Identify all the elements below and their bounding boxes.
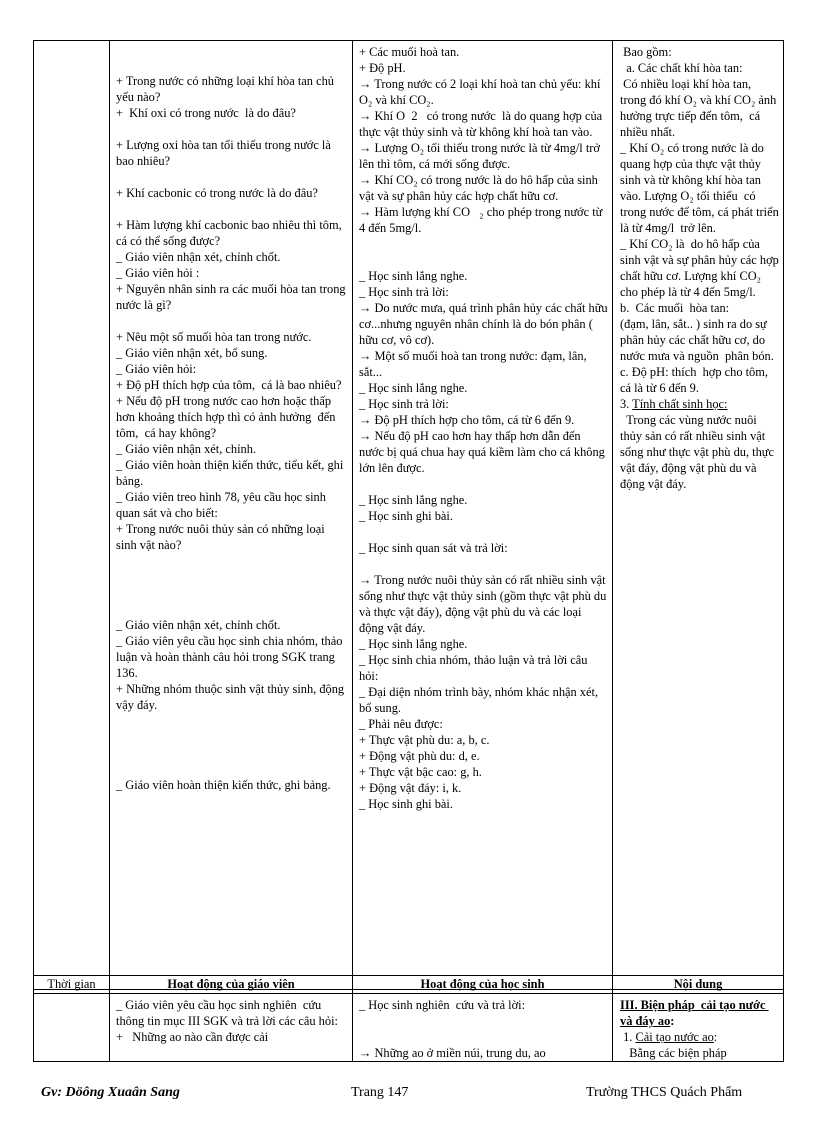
teacher-activity-cell: + Trong nước có những loại khí hòa tan chủ yếu nào? + Khí oxi có trong nước là do đâu? + Lượng oxi hòa tan tối thiểu trong nước là bao nhiêu? + Khí cacbonic có trong nước là do đâu? + Hàm lượng khí cacbonic bao nhiêu thì tôm, cá có thể sống được? _ Giáo viên nhận xét, chỉnh chốt. _ Giáo viên hỏi : + Nguyên nhân sinh ra các muối hòa tan trong nước là gì? + Nêu một số muối hòa tan trong nước. _ Giáo viên nhận xét, bổ sung. _ Giáo viên hỏi: + Độ pH thích hợp của tôm, cá là bao nhiêu? + Nếu độ pH trong nước cao hơn hoặc thấp hơn khoảng thích hợp thì có ảnh hưởng đến tôm, cá hay không? _ Giáo viên nhận xét, chỉnh. _ Giáo viên hoàn thiện kiến thức, tiểu kết, ghi bảng. _ Giáo viên treo hình 78, yêu cầu học sinh quan sát và cho biết: + Trong nước nuôi thủy sản có những loại sinh vật nào? _ Giáo viên nhận xét, chỉnh chốt. _ Giáo viên yêu cầu học sinh chia nhóm, thảo luận và hoàn thành câu hỏi trong SGK trang 136. + Những nhóm thuộc sinh vật thủy sinh, động vậy đáy. _ Giáo viên hoàn thiện kiến thức, ghi bảng. [110,41,353,990]
section-heading-improvement: III. Biện pháp cải tạo nước và đáy ao [620,998,769,1028]
content-text: Bằng các biện pháp [629,1046,727,1060]
activity-table-next [33,975,784,1062]
footer-teacher: Gv: Döông Xuaân Sang [41,1085,180,1100]
activity-table-continued [33,40,784,990]
footer-school: Trường THCS Quách Phẩm [586,1085,743,1100]
subsection-heading: Cải tạo nước ao [635,1030,714,1044]
header-student: Hoạt động của học sinh [353,976,613,994]
content-cell [613,41,784,990]
section-heading-biology: Tính chất sinh học: [632,397,728,411]
table-row [34,994,784,1062]
time-cell [34,41,110,990]
time-cell [34,994,110,1062]
content-cell: III. Biện pháp cải tạo nước và đáy ao: 1. Cải tạo nước ao: Bằng các biện pháp [613,994,784,1062]
teacher-activity-cell: _ Giáo viên yêu cầu học sinh nghiên cứu thông tin mục III SGK và trả lời các câu hỏi: + Những ao nào cần được cải [110,994,353,1062]
content-text-biology: Trong các vùng nước nuôi thủy sản có rất nhiều sinh vật sống như thực vật phù du, thực vật đáy, động vật phù du và động vật đáy. [620,413,775,491]
header-teacher: Hoạt động của giáo viên [110,976,353,994]
student-activity-cell: + Các muối hoà tan. + Độ pH. → Trong nước có 2 loại khí hoà tan chủ yếu: khí O₂ và khí CO₂. → Khí O 2 có trong nước là do quang hợp của thực vật thủy sinh và từ không khí hoà tan vào. → Lượng O₂ tối thiểu trong nước là từ 4mg/l trở lên thì tôm, cá mới sống được. → Khí CO₂ có trong nước là do hô hấp của sinh vật và sự phân hủy các hợp chất hữu cơ. → Hàm lượng khí CO ₂ cho phép trong nước từ 4 đến 5mg/l. _ Học sinh lắng nghe. _ Học sinh trả lời: → Do nước mưa, quá trình phân hủy các chất hữu cơ...nhưng nguyên nhân chính là do bón phân ( hữu cơ, vô cơ). → Một số muối hoà tan trong nước: đạm, lân, sắt... _ Học sinh lắng nghe. _ Học sinh trả lời: → Độ pH thích hợp cho tôm, cá từ 6 đến 9. → Nếu độ pH cao hơn hay thấp hơn dẫn đến nước bị quá chua hay quá kiềm làm cho cá không lớn lên được. _ Học sinh lắng nghe. _ Học sinh ghi bài. _ Học sinh quan sát và trả lời: → Trong nước nuôi thủy sản có rất nhiều sinh vật sống như thực vật thủy sinh (gồm thực vật phù du và thực vật đáy), động vật phù du và các loại động vật đáy. _ Học sinh lắng nghe. _ Học sinh chia nhóm, thảo luận và trả lời câu hỏi: _ Đại diện nhóm trình bày, nhóm khác nhận xét, bổ sung. _ Phải nêu được: + Thực vật phù du: a, b, c. + Động vật phù du: d, e. + Thực vật bậc cao: g, h. + Động vật đáy: i, k. _ Học sinh ghi bài. [353,41,613,990]
table-row [34,41,784,990]
header-time: Thời gian [34,976,110,994]
page-footer [33,1085,783,1103]
table-header-row [34,976,784,994]
footer-page-number: Trang 147 [351,1085,409,1100]
content-text: Bao gồm: a. Các chất khí hòa tan: Có nhiều loại khí hòa tan, trong đó khí O₂ và khí CO₂ ảnh hưởng trực tiếp đến tôm, cá nhiều nhất. _ Khí O₂ có trong nước là do quang hợp của thực vật thủy sinh và từ không khí hòa tan vào. Lượng O₂ tối thiểu có trong nước để tôm, cá phát triển là từ 4mg/l trở lên. _ Khí CO₂ là do hô hấp của sinh vật và sự phân hủy các hợp chất hữu cơ. Lượng khí CO₂ cho phép là từ 4 đến 5mg/l. b. Các muối hòa tan: (đạm, lân, sắt.. ) sinh ra do sự phân hủy các chất hữu cơ, do nước mưa và nguồn phân bón. c. Độ pH: thích hợp cho tôm, cá là từ 6 đến 9. 3. [620,45,779,411]
student-activity-cell: _ Học sinh nghiên cứu và trả lời: → Những ao ở miền núi, trung du, ao [353,994,613,1062]
header-content: Nội dung [613,976,784,994]
